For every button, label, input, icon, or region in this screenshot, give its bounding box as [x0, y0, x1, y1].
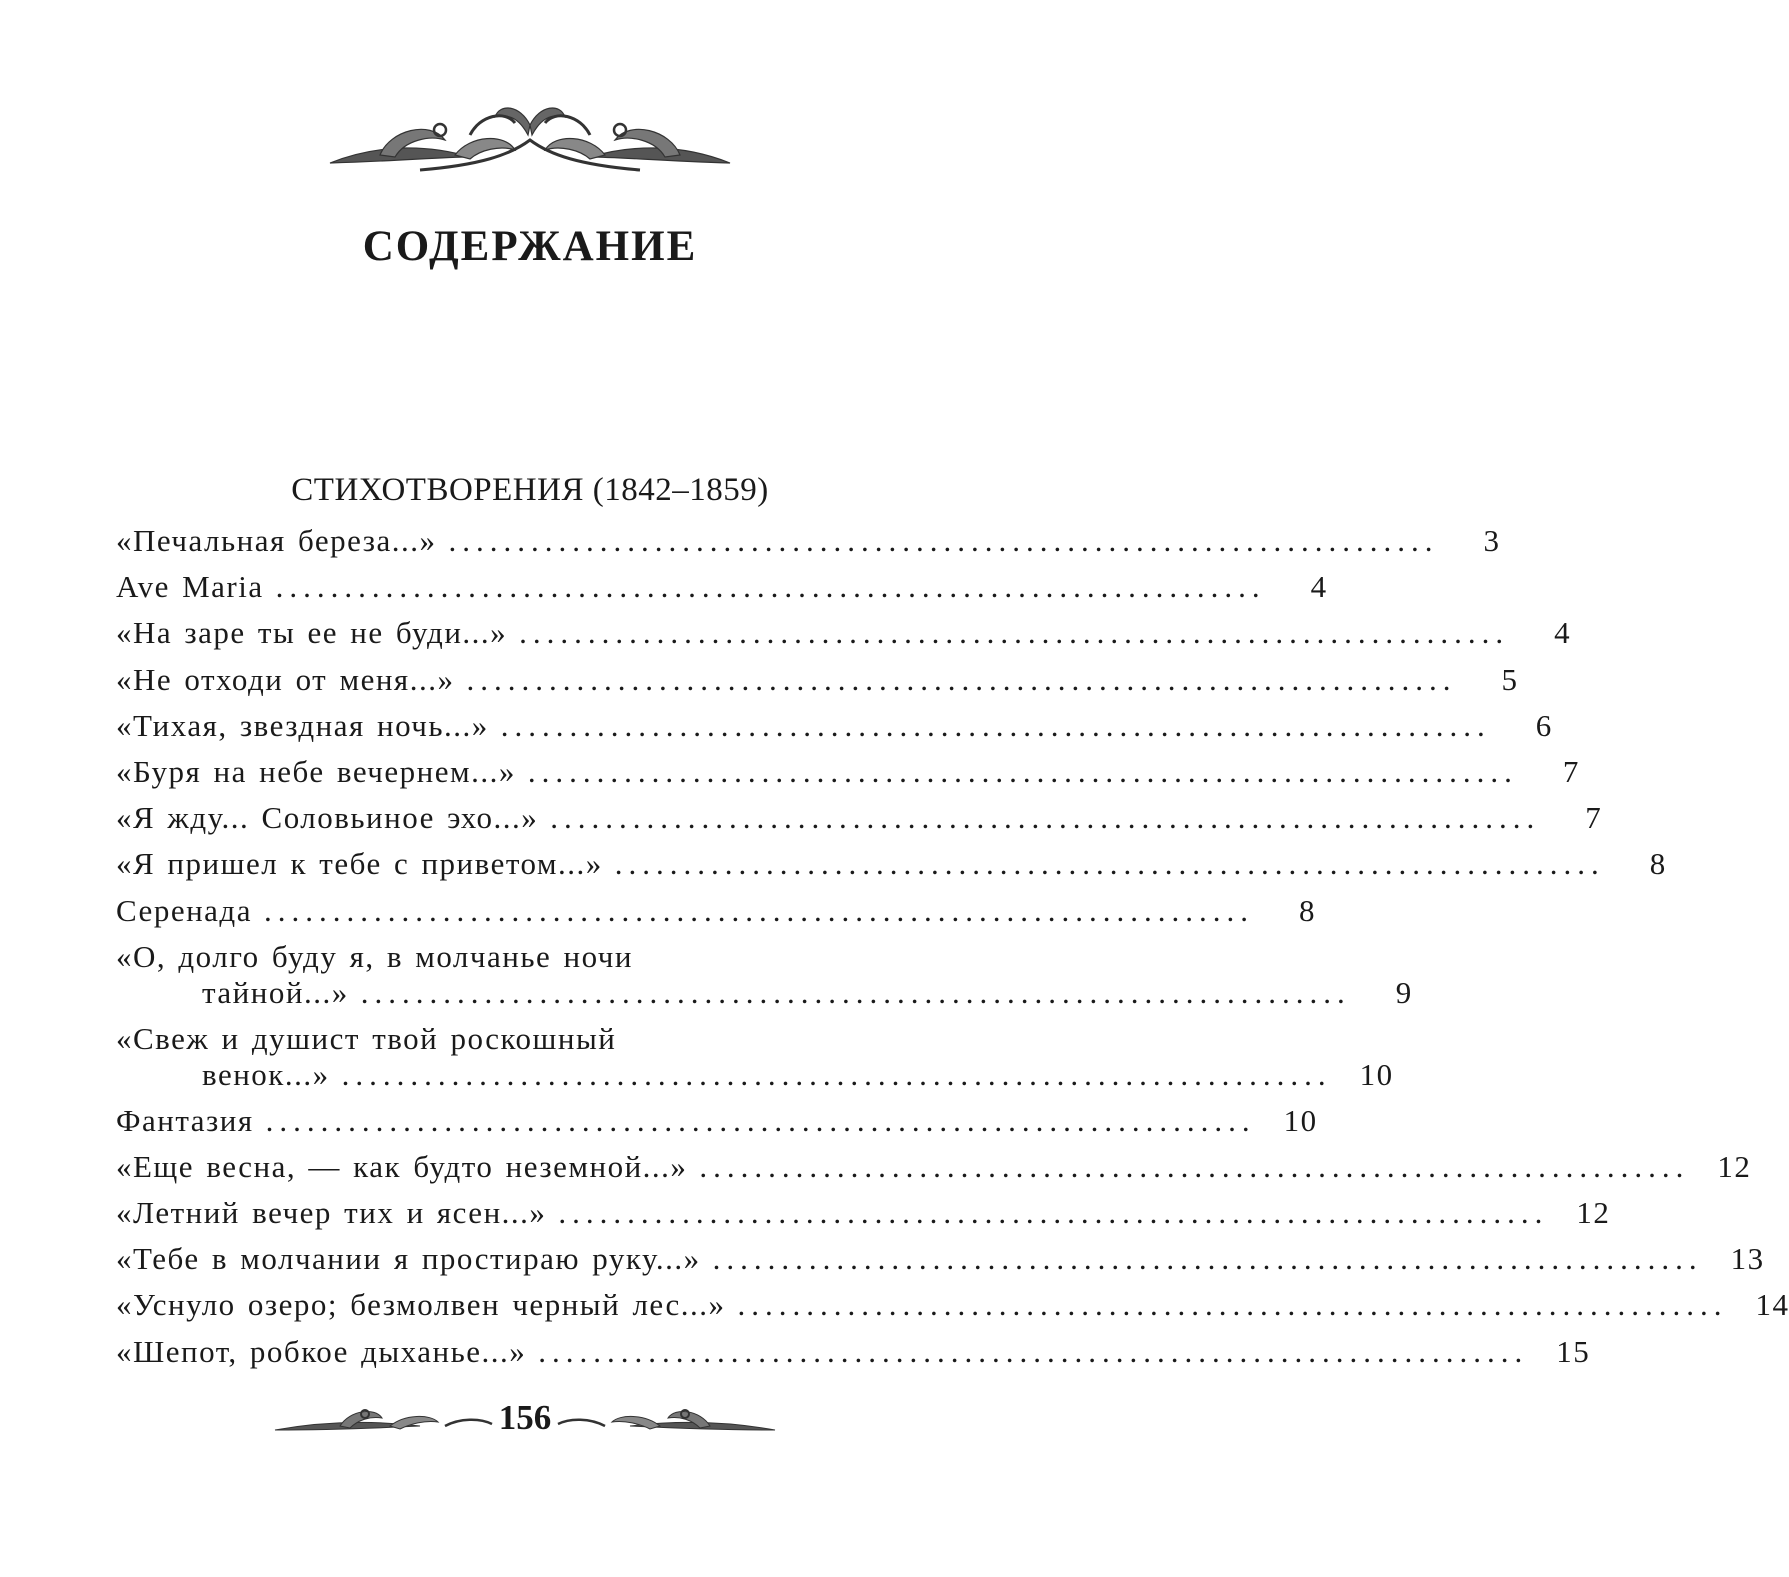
dot-leader: ........................................................................ — [699, 1148, 1690, 1184]
toc-entry[interactable] — [116, 749, 1580, 795]
entry-title: Фантазия — [116, 1102, 254, 1138]
entry-title: «Тебе в молчании я простираю руку...» — [116, 1241, 701, 1277]
toc-entry[interactable] — [116, 888, 1316, 934]
dot-leader: ........................................................................ — [538, 1333, 1529, 1369]
dot-leader: ........................................................................ — [712, 1241, 1703, 1277]
dot-leader: ........................................................................ — [466, 661, 1457, 697]
toc-entry[interactable] — [116, 1282, 1789, 1328]
entry-page-number: 15 — [1556, 1333, 1591, 1369]
entry-title: «Тихая, звездная ночь...» — [116, 707, 489, 743]
page-footer — [270, 1392, 780, 1452]
toc-entry[interactable] — [116, 610, 1572, 656]
section-heading: СТИХОТВОРЕНИЯ (1842–1859) — [291, 472, 769, 508]
entry-page-number: 4 — [1310, 569, 1328, 605]
entry-title: «Не отходи от меня...» — [116, 661, 455, 697]
entry-title: «На заре ты ее не буди...» — [116, 615, 508, 651]
toc-entry[interactable] — [116, 1329, 1591, 1375]
toc-entry[interactable] — [116, 703, 1553, 749]
dot-leader: ........................................................................ — [558, 1195, 1549, 1231]
entry-title: «Летний вечер тих и ясен...» — [116, 1195, 547, 1231]
entry-page-number: 8 — [1298, 892, 1316, 928]
dot-leader: ........................................................................ — [263, 892, 1254, 928]
entry-page-number: 5 — [1501, 661, 1519, 697]
entry-page-number: 7 — [1585, 800, 1603, 836]
entry-page-number: 9 — [1395, 974, 1413, 1010]
floral-ornament-icon — [320, 95, 740, 190]
toc-entry[interactable] — [116, 564, 1328, 610]
toc-entry[interactable] — [116, 1016, 1394, 1098]
entry-page-number: 14 — [1755, 1287, 1789, 1323]
toc-entry[interactable] — [116, 1144, 1752, 1190]
entry-title: «Я пришел к тебе с приветом...» — [116, 846, 603, 882]
entry-page-number: 3 — [1483, 523, 1501, 558]
dot-leader: ........................................................................ — [275, 569, 1266, 605]
toc-entry[interactable] — [116, 1190, 1611, 1236]
entry-title: «Печальная береза...» — [116, 523, 437, 558]
entry-page-number: 10 — [1283, 1102, 1318, 1138]
entry-title: «Буря на небе вечернем...» — [116, 753, 516, 789]
toc-entry[interactable] — [116, 657, 1519, 703]
dot-leader: ........................................................................ — [448, 523, 1439, 558]
entry-page-number: 4 — [1554, 615, 1572, 651]
entry-title: «Уснуло озеро; безмолвен черный лес...» — [116, 1287, 726, 1323]
toc-entry[interactable] — [116, 934, 1413, 1016]
entry-page-number: 13 — [1730, 1241, 1765, 1277]
toc-entry[interactable] — [116, 518, 1501, 564]
dot-leader: ........................................................................ — [614, 846, 1605, 882]
entry-title: «Шепот, робкое дыханье...» — [116, 1333, 527, 1369]
dot-leader: ........................................................................ — [341, 1056, 1332, 1092]
table-of-contents — [116, 518, 1789, 1375]
page-title: СОДЕРЖАНИЕ — [362, 223, 698, 270]
entry-title: «О, долго буду я, в молчанье ночи — [116, 938, 633, 974]
entry-page-number: 10 — [1359, 1056, 1394, 1092]
dot-leader: ........................................................................ — [550, 800, 1541, 836]
entry-page-number: 8 — [1649, 846, 1667, 882]
entry-page-number: 12 — [1717, 1148, 1752, 1184]
entry-title-continuation: венок...» — [202, 1056, 330, 1092]
toc-entry[interactable] — [116, 795, 1603, 841]
entry-title: «Свеж и душист твой роскошный — [116, 1020, 617, 1056]
entry-title: «Я жду... Соловьиное эхо...» — [116, 800, 539, 836]
toc-entry[interactable] — [116, 1098, 1318, 1144]
entry-title-continuation: тайной...» — [202, 974, 349, 1010]
entry-title: «Еще весна, — как будто неземной...» — [116, 1148, 688, 1184]
entry-page-number: 12 — [1576, 1195, 1611, 1231]
entry-page-number: 7 — [1562, 753, 1580, 789]
dot-leader: ........................................................................ — [737, 1287, 1728, 1323]
dot-leader: ........................................................................ — [527, 753, 1518, 789]
entry-title: Ave Maria — [116, 569, 264, 605]
toc-entry[interactable] — [116, 841, 1667, 887]
entry-title: Серенада — [116, 892, 252, 928]
dot-leader: ........................................................................ — [265, 1102, 1256, 1138]
dot-leader: ........................................................................ — [500, 707, 1491, 743]
entry-page-number: 6 — [1535, 707, 1553, 743]
dot-leader: ........................................................................ — [519, 615, 1510, 651]
dot-leader: ........................................................................ — [360, 974, 1351, 1010]
page-number: 156 — [498, 1398, 552, 1437]
toc-entry[interactable] — [116, 1236, 1765, 1282]
